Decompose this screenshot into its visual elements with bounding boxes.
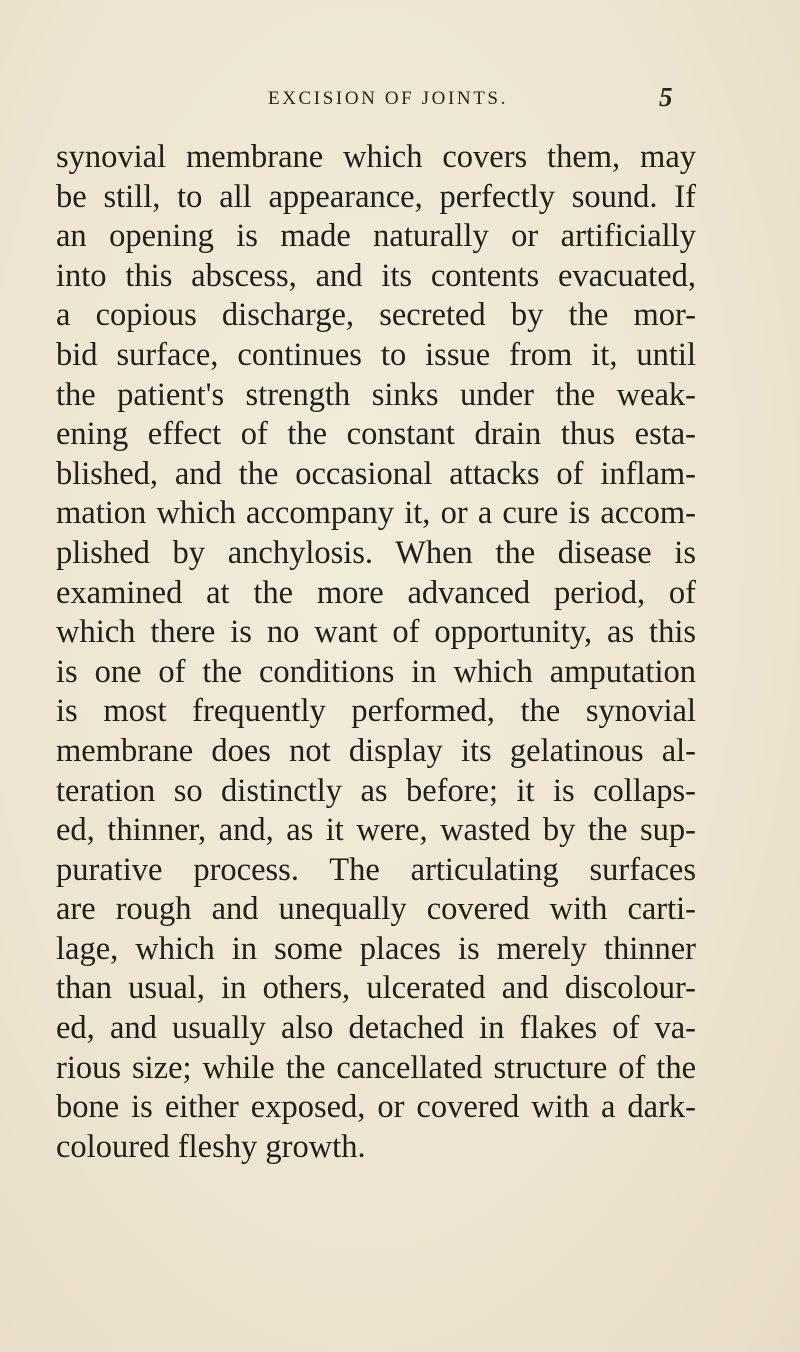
page-number: 5: [659, 82, 673, 112]
text-line: purative process. The articulating surfaces: [56, 851, 696, 888]
text-line: a copious discharge, secreted by the mor-: [56, 297, 696, 334]
text-line: plished by anchylosis. When the disease is: [56, 534, 696, 571]
text-line: bone is either exposed, or covered with a dark-: [56, 1089, 696, 1126]
text-line: teration so distinctly as before; it is collaps-: [56, 772, 696, 809]
running-head: [0, 82, 800, 116]
text-line: an opening is made naturally or artificially: [56, 218, 696, 255]
text-line: be still, to all appearance, perfectly sound. If: [56, 178, 696, 215]
text-line: is one of the conditions in which amputation: [56, 653, 696, 690]
text-line: are rough and unequally covered with carti-: [56, 891, 696, 928]
text-line: synovial membrane which covers them, may: [56, 139, 696, 175]
text-line: rious size; while the cancellated structure of the: [56, 1049, 696, 1086]
body-paragraph: [56, 138, 696, 1167]
text-line: mation which accompany it, or a cure is accom-: [56, 495, 696, 532]
text-line: membrane does not display its gelatinous al-: [56, 732, 696, 769]
text-line: ed, and usually also detached in flakes of va-: [56, 1010, 696, 1047]
text-line: blished, and the occasional attacks of inflam-: [56, 455, 696, 492]
text-line: is most frequently performed, the synovial: [56, 693, 696, 730]
running-title: EXCISION OF JOINTS.: [268, 88, 508, 109]
text-line: coloured fleshy growth.: [56, 1128, 366, 1165]
text-line: than usual, in others, ulcerated and discolour-: [56, 970, 696, 1007]
text-line: ening effect of the constant drain thus esta-: [56, 416, 696, 453]
text-line: ed, thinner, and, as it were, wasted by the sup-: [56, 812, 696, 849]
text-line: which there is no want of opportunity, as this: [56, 614, 696, 651]
text-line: into this abscess, and its contents evacuated,: [56, 257, 696, 294]
text-line: bid surface, continues to issue from it, until: [56, 336, 696, 373]
text-line: the patient's strength sinks under the weak-: [56, 376, 696, 413]
text-line: examined at the more advanced period, of: [56, 574, 696, 611]
text-line: lage, which in some places is merely thinner: [56, 930, 696, 967]
